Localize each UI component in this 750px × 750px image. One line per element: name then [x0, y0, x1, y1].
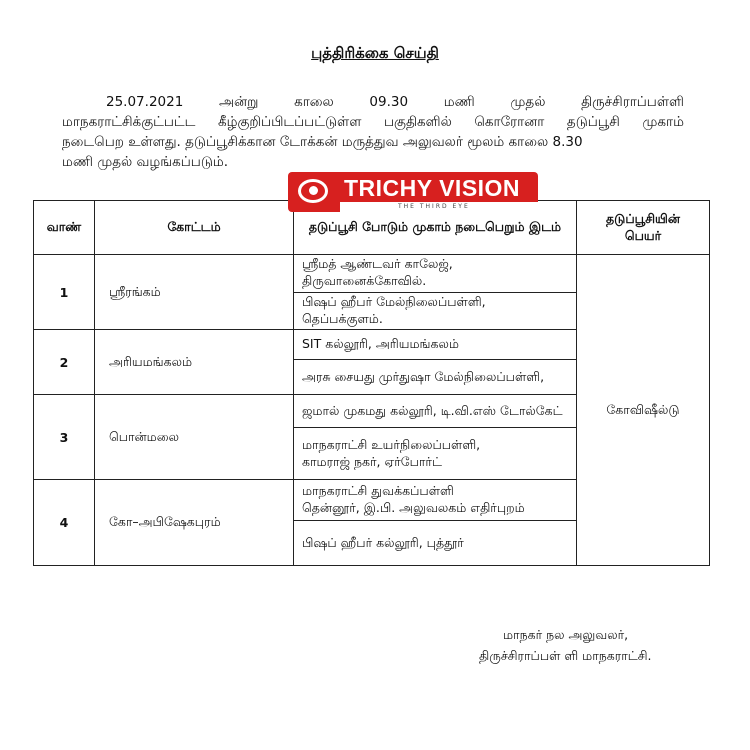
- signature-organization: திருச்சிராப்பள் ளி மாநகராட்சி.: [479, 648, 652, 663]
- header-zone: கோட்டம்: [95, 201, 294, 255]
- header-vaccine-line1: தடுப்பூசியின்: [606, 210, 680, 226]
- logo-tagline: THE THIRD EYE: [398, 203, 470, 210]
- zone-number: 1: [34, 255, 95, 330]
- camp-location: [294, 395, 577, 428]
- zone-name: பொன்மலை: [95, 395, 294, 480]
- zone-name: கோ–அபிஷேகபுரம்: [95, 480, 294, 566]
- zone-name: ஸ்ரீரங்கம்: [95, 255, 294, 330]
- paragraph-word: கீழ்குறிப்பிடப்பட்டுள்ள: [218, 114, 362, 130]
- zone-name: அரியமங்கலம்: [95, 330, 294, 395]
- eye-icon: [298, 179, 328, 203]
- location-line: மாநகராட்சி உயர்நிலைப்பள்ளி,: [302, 436, 481, 452]
- camp-location: [294, 521, 577, 566]
- location-line: ஸ்ரீமத் ஆண்டவர் காலேஜ், திருவானைக்கோவில்.: [302, 256, 453, 289]
- header-vaccine-line2: பெயர்: [624, 227, 662, 243]
- location-line: மாநகராட்சி துவக்கப்பள்ளி: [302, 483, 454, 498]
- paragraph-line-1: [62, 92, 684, 112]
- header-zone-no: வாண்: [34, 201, 95, 255]
- location-line: பிஷப் ஹீபர் மேல்நிலைப்பள்ளி, தெப்பக்குளம்.: [302, 293, 486, 326]
- table-row: [34, 255, 710, 293]
- camp-location: [294, 360, 577, 395]
- camp-location: [294, 330, 577, 360]
- location-line: அரசு சையது முர்துஷா மேல்நிலைப்பள்ளி,: [302, 368, 545, 384]
- paragraph-word: கொரோனா: [474, 114, 545, 130]
- camp-location: [294, 480, 577, 521]
- location-line: ஜமால் முகமது கல்லூரி, டி.வி.எஸ் டோல்கேட்: [302, 402, 563, 418]
- paragraph-line-3: நடைபெற உள்ளது. தடுப்பூசிக்கான டோக்கன் மருத்துவ அலுவலர் மூலம் காலை 8.30: [62, 134, 583, 150]
- logo-brand-text: TRICHY VISION: [344, 175, 521, 201]
- camp-location: [294, 428, 577, 480]
- location-line: காமராஜ் நகர், ஏர்போர்ட்: [302, 453, 442, 469]
- paragraph-word: காலை: [294, 94, 334, 110]
- signature-block: [479, 624, 651, 666]
- paragraph-line-4: மணி முதல் வழங்கப்படும்.: [62, 154, 229, 170]
- paragraph-word: பகுதிகளில்: [383, 114, 452, 130]
- paragraph-line-2: [62, 112, 684, 132]
- vaccine-name: கோவிஷீல்டு: [577, 255, 710, 566]
- paragraph-word: 09.30: [369, 94, 409, 110]
- camp-location: [294, 292, 577, 330]
- location-line: SIT கல்லூரி, அரியமங்கலம்: [302, 336, 459, 352]
- document-title: புத்திரிக்கை செய்தி: [311, 44, 439, 62]
- camp-location: [294, 255, 577, 293]
- zone-number: 4: [34, 480, 95, 566]
- zone-number: 2: [34, 330, 95, 395]
- zone-number: 3: [34, 395, 95, 480]
- paragraph-word: தடுப்பூசி: [566, 114, 620, 130]
- header-location: தடுப்பூசி போடும் முகாம் நடைபெறும் இடம்: [294, 201, 577, 255]
- logo-badge: [288, 172, 340, 212]
- paragraph-word: மாநகராட்சிக்குட்பட்ட: [62, 114, 196, 130]
- header-vaccine: [577, 201, 710, 255]
- location-line: தென்னூர், இ.பி. அலுவலகம் எதிர்புறம்: [302, 500, 525, 515]
- paragraph-word: திருச்சிராப்பள்ளி: [581, 94, 684, 110]
- trichy-vision-watermark-logo: [288, 172, 538, 212]
- paragraph-word: மணி: [443, 94, 475, 110]
- vaccination-camp-table: [33, 200, 710, 566]
- paragraph-word: 25.07.2021: [106, 94, 184, 110]
- location-line: பிஷப் ஹீபர் கல்லூரி, புத்தூர்: [302, 534, 464, 550]
- paragraph-word: முகாம்: [642, 114, 684, 130]
- signature-designation: மாநகர் நல அலுவலர்,: [503, 627, 629, 642]
- announcement-paragraph: [62, 92, 684, 172]
- paragraph-word: முதல்: [510, 94, 546, 110]
- paragraph-word: அன்று: [218, 94, 259, 110]
